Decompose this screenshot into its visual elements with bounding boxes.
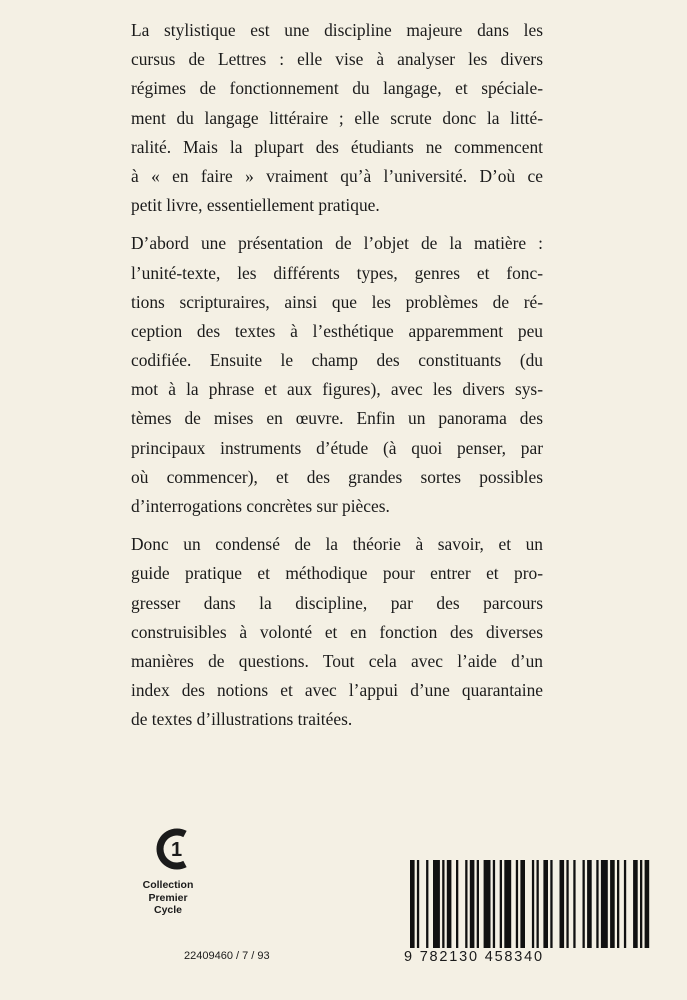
collection-line: Premier (148, 891, 188, 904)
barcode-bar (583, 860, 585, 948)
barcode-bar (633, 860, 638, 948)
text-line: D’abord une présentation de l’objet de la matière : (131, 233, 543, 254)
barcode-bar (617, 860, 619, 948)
text-line: manières de questions. Tout cela avec l’aide d’un (131, 650, 543, 671)
barcode-bar (426, 860, 428, 948)
text-line: Donc un condensé de la théorie à savoir, et un (131, 534, 543, 555)
barcode-bar (596, 860, 598, 948)
text-line: gresser dans la discipline, par des parcours (131, 592, 543, 613)
barcode-bar (601, 860, 608, 948)
text-line: de textes d’illustrations traitées. (131, 709, 353, 730)
barcode-bar (493, 860, 495, 948)
c1-logo-icon (153, 825, 197, 873)
collection-name (133, 879, 203, 917)
barcode-bar (484, 860, 491, 948)
text-line: ception des textes à l’esthétique apparemment peu (131, 320, 543, 341)
barcode-bar (465, 860, 467, 948)
text-line: cursus de Lettres : elle vise à analyser les divers (131, 49, 543, 70)
text-line: petit livre, essentiellement pratique. (131, 195, 380, 216)
text-line: où commencer), et des grandes sortes possibles (131, 466, 543, 487)
text-line: codifiée. Ensuite le champ des constituants (du (131, 350, 543, 371)
catalog-code: 22409460 / 7 / 93 (184, 950, 270, 962)
barcode-bar (537, 860, 539, 948)
barcode-number: 9 782130 458340 (404, 949, 544, 965)
text-line: La stylistique est une discipline majeure dans les (131, 20, 543, 40)
barcode-bar (456, 860, 458, 948)
barcode-bar (610, 860, 615, 948)
barcode-bars (404, 860, 658, 950)
text-line: régimes de fonctionnement du langage, et spéciale- (131, 78, 543, 99)
text-line: tèmes de mises en œuvre. Enfin un panorama des (131, 408, 543, 429)
barcode-bar (640, 860, 642, 948)
logo-glyph: 1 (171, 839, 183, 861)
collection-line: Collection (142, 879, 194, 891)
barcode-bar (417, 860, 419, 948)
barcode-bar (470, 860, 475, 948)
text-line: ment du langage littéraire ; elle scrute donc la litté- (131, 107, 543, 128)
barcode-bar (477, 860, 479, 948)
barcode-bar (624, 860, 626, 948)
text-line: ralité. Mais la plupart des étudiants ne commencent (131, 136, 543, 157)
barcode-bar (500, 860, 502, 948)
barcode-bar (543, 860, 548, 948)
text-line: à « en faire » vraiment qu’à l’université. D’où ce (131, 165, 543, 186)
barcode-bar (410, 860, 415, 948)
c1-collection-logo (139, 825, 199, 873)
barcode-bar (645, 860, 650, 948)
paragraph-2 (131, 229, 543, 521)
text-line: index des notions et avec l’appui d’une quarantaine (131, 680, 543, 701)
barcode-bar (560, 860, 565, 948)
barcode-bar (573, 860, 575, 948)
back-cover-text (131, 16, 543, 744)
barcode-bar (532, 860, 534, 948)
barcode-bar (442, 860, 444, 948)
paragraph-1 (131, 16, 543, 220)
text-line: principaux instruments d’étude (à quoi penser, par (131, 437, 543, 458)
collection-line: Cycle (153, 904, 183, 917)
barcode-bar (566, 860, 568, 948)
barcode-bar (516, 860, 518, 948)
paragraph-3 (131, 530, 543, 734)
barcode-bar (504, 860, 511, 948)
barcode-bar (587, 860, 592, 948)
barcode-bar (433, 860, 440, 948)
barcode-bar (550, 860, 552, 948)
text-line: l’unité-texte, les différents types, genres et fonc- (131, 262, 543, 283)
text-line: construisibles à volonté et en fonction des diverses (131, 621, 543, 642)
text-line: d’interrogations concrètes sur pièces. (131, 496, 390, 516)
barcode-bar (520, 860, 525, 948)
text-line: tions scripturaires, ainsi que les problèmes de ré- (131, 291, 543, 312)
barcode-bar (447, 860, 452, 948)
text-line: guide pratique et méthodique pour entrer et pro- (131, 563, 543, 584)
text-line: mot à la phrase et aux figures), avec les divers sys- (131, 379, 543, 400)
